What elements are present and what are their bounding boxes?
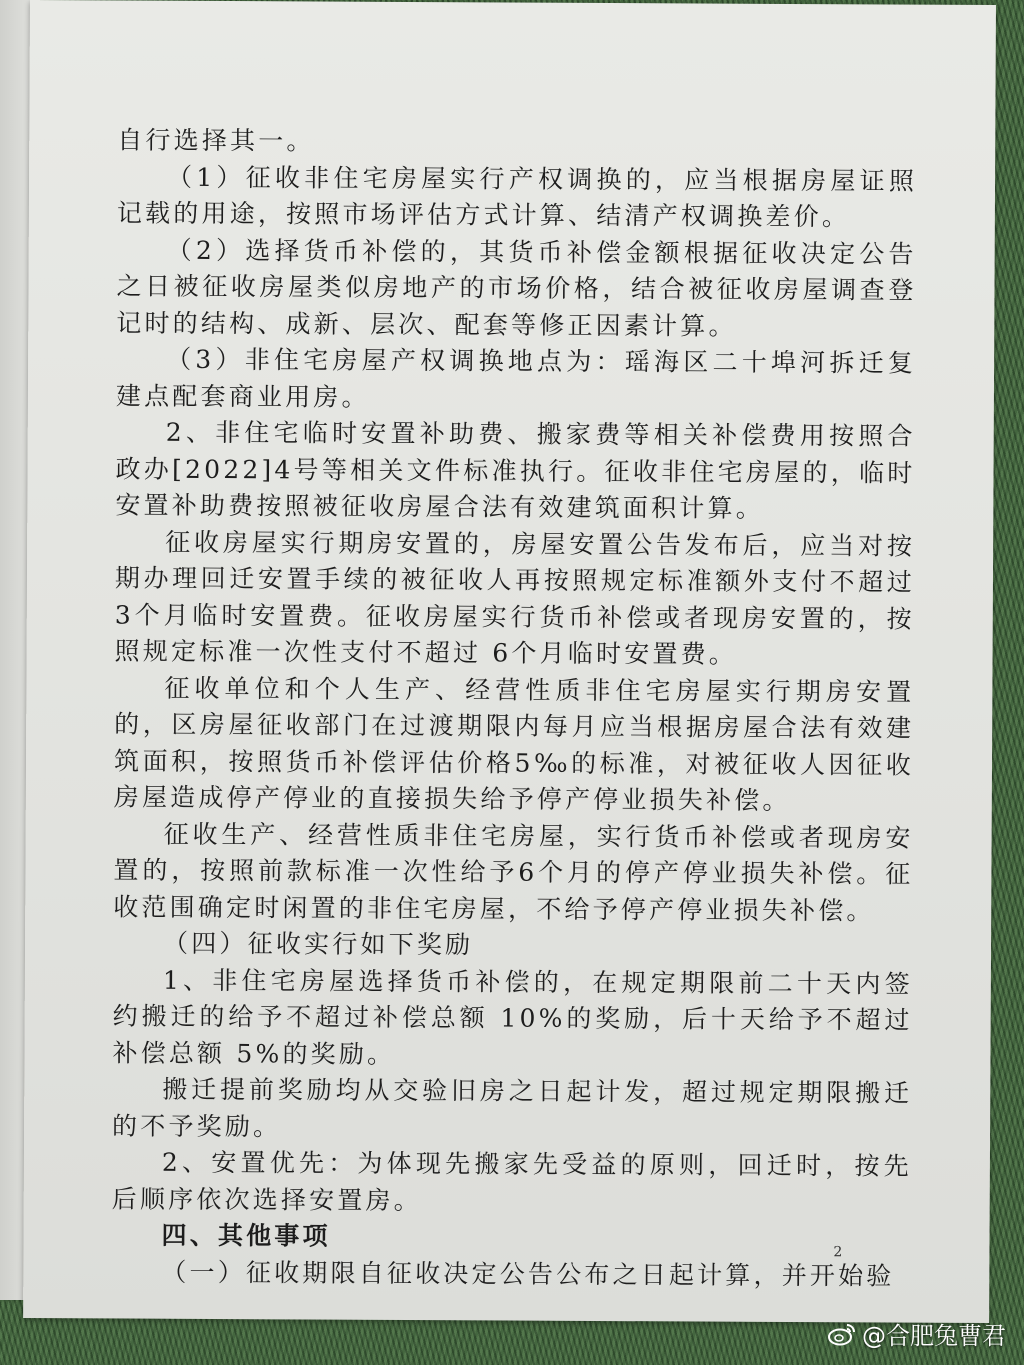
watermark-text: @合肥兔曹君 (862, 1322, 1006, 1350)
paragraph: 征收生产、经营性质非住宅房屋，实行货币补偿或者现房安置的，按照前款标准一次性给予6个月的停产停业损失补偿。征收范围确定时闲置的非住宅房屋，不给予停产停业损失补偿。 (113, 819, 914, 925)
paragraph: 2、非住宅临时安置补助费、搬家费等相关补偿费用按照合政办[2022]4号等相关文件标准执行。征收非住宅房屋的，临时安置补助费按照被征收房屋合法有效建筑面积计算。 (115, 417, 916, 523)
paragraph: （2）选择货币补偿的，其货币补偿金额根据征收决定公告之日被征收房屋类似房地产的市场价格，结合被征收房屋调查登记时的结构、成新、层次、配套等修正因素计算。 (116, 235, 917, 341)
page-number: 2 (833, 1244, 843, 1261)
document-page (23, 0, 996, 1323)
paragraph: （3）非住宅房屋产权调换地点为：瑶海区二十埠河拆迁复建点配套商业用房。 (115, 344, 917, 412)
paragraph: （1）征收非住宅房屋实行产权调换的，应当根据房屋证照记载的用途，按照市场评估方式计算、结清产权调换差价。 (116, 162, 918, 232)
paragraph: （四）征收实行如下奖励 (162, 928, 474, 960)
paragraph: 1、非住宅房屋选择货币补偿的，在规定期限前二十天内签约搬迁的给予不超过补偿总额 10%的奖励，后十天给予不超过补偿总额 5%的奖励。 (112, 965, 913, 1069)
weibo-icon (828, 1322, 856, 1346)
paragraph: 四、其他事项 (161, 1220, 331, 1251)
paragraph: 2、安置优先：为体现先搬家先受益的原则，回迁时，按先后顺序依次选择安置房。 (111, 1147, 912, 1215)
document-body (111, 122, 917, 1294)
paragraph: 征收房屋实行期房安置的，房屋安置公告发布后，应当对按期办理回迁安置手续的被征收人再按照规定标准额外支付不超过3个月临时安置费。征收房屋实行货币补偿或者现房安置的，按照规定标准一次性支付不超过 6个月临时安置费。 (114, 527, 916, 669)
watermark (828, 1316, 1006, 1351)
paragraph: 征收单位和个人生产、经营性质非住宅房屋实行期房安置的，区房屋征收部门在过渡期限内每月应当根据房屋合法有效建筑面积，按照货币补偿评估价格5‰的标准，对被征收人因征收房屋造成停产停业的直接损失给予停产停业损失补偿。 (113, 673, 915, 815)
paragraph: （一）征收期限自征收决定公告公布之日起计算，并开始验 (161, 1257, 895, 1291)
paragraph: 搬迁提前奖励均从交验旧房之日起计发，超过规定期限搬迁的不予奖励。 (112, 1074, 913, 1141)
paragraph: 自行选择其一。 (117, 125, 315, 156)
